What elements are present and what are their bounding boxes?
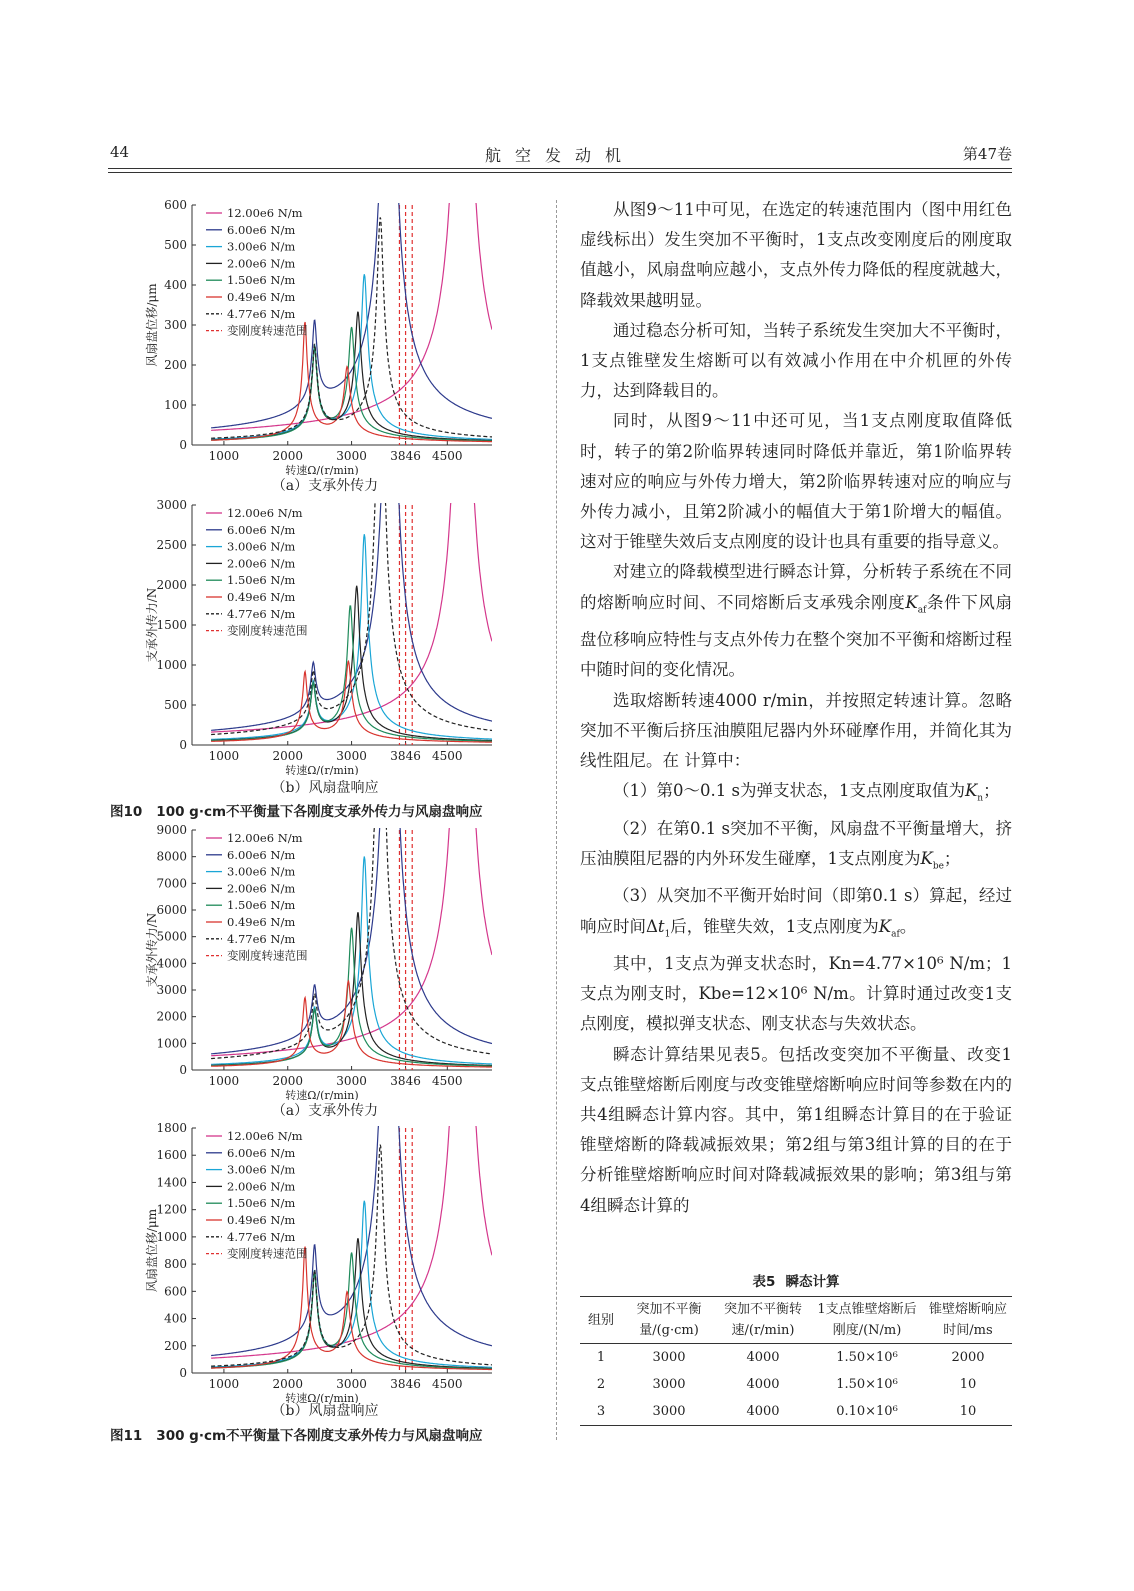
p8-subscript-k: af [891, 928, 900, 939]
y-tick-label: 200 [164, 1338, 187, 1353]
y-tick-label: 3000 [156, 983, 187, 997]
y-tick-label: 1500 [156, 618, 187, 632]
fig10-caption-text: 100 g·cm不平衡量下各刚度支承外传力与风扇盘响应 [156, 804, 483, 820]
table-cell: 4000 [746, 1404, 780, 1419]
p6-text-a: （1）第0～0.1 s为弹支状态，1支点刚度取值为 [613, 781, 965, 801]
x-axis-label: 转速Ω/(r/min) [285, 464, 359, 475]
table5-caption [580, 1270, 1012, 1290]
x-tick-label: 3846 [390, 1074, 421, 1088]
table5-header-row [580, 1297, 1012, 1344]
y-tick-label: 400 [164, 1311, 187, 1326]
y-tick-label: 7000 [156, 876, 187, 891]
y-tick-label: 8000 [156, 849, 187, 864]
legend-label: 0.49e6 N/m [227, 590, 296, 604]
table-cell: 3000 [652, 1404, 686, 1419]
table5-header-cell: 组别 [580, 1297, 622, 1344]
legend-label: 0.49e6 N/m [227, 1213, 296, 1227]
page-number: 44 [110, 143, 130, 161]
x-axis-label: 转速Ω/(r/min) [285, 764, 359, 775]
legend-label: 4.77e6 N/m [227, 606, 296, 621]
legend-label: 12.00e6 N/m [227, 1129, 303, 1143]
y-tick-label: 400 [164, 278, 187, 292]
y-tick-label: 5000 [156, 929, 187, 944]
x-tick-label: 1000 [208, 1074, 240, 1088]
p8-symbol-k: K [878, 916, 892, 936]
paragraph-10: 瞬态计算结果见表5。包括改变突加不平衡量、改变1支点锥壁熔断后刚度与改变锥壁熔断响应时间等参数在内的共4组瞬态计算内容。其中，第1组瞬态计算目的在于验证锥壁熔断的降载减振效果；第2组与第3组计算的目的在于分析锥壁熔断响应时间对降载减振效果的影响；第3组与第4组瞬态计算的 [580, 1044, 1012, 1215]
paragraph-8 [580, 881, 1012, 949]
table-cell: 4000 [746, 1377, 780, 1392]
series-line [211, 1247, 492, 1370]
p4-subscript: af [917, 604, 927, 615]
series-line [211, 1253, 492, 1369]
legend-label: 6.00e6 N/m [227, 522, 296, 537]
p8-subscript-t: 1 [664, 928, 671, 939]
x-tick-label: 3000 [336, 449, 367, 463]
fig11-number: 图11 [110, 1428, 143, 1444]
fig10-subcaption-a: （a）支承外传力 [271, 478, 379, 494]
y-tick-label: 1000 [156, 658, 187, 672]
volume-label: 第47卷 [962, 145, 1012, 163]
x-tick-label: 1000 [208, 449, 240, 463]
legend-label: 4.77e6 N/m [227, 931, 296, 946]
y-tick-label: 2000 [156, 1009, 187, 1024]
table-cell: 10 [959, 1404, 977, 1419]
table-cell: 0.10×10⁶ [836, 1404, 898, 1419]
x-tick-label: 1000 [208, 749, 240, 763]
table5-header-cell: 突加不平衡量/(g·cm) [622, 1297, 716, 1344]
y-tick-label: 200 [164, 358, 187, 372]
x-tick-label: 4500 [432, 449, 463, 463]
y-tick-label: 3000 [156, 498, 187, 512]
body-text [580, 195, 1012, 1221]
fig10-number: 图10 [110, 804, 143, 820]
table-cell: 3 [596, 1404, 606, 1419]
y-tick-label: 4000 [156, 956, 187, 971]
x-tick-label: 3000 [336, 1074, 367, 1088]
p4-symbol: K [905, 592, 918, 612]
paragraph-6 [580, 776, 1012, 814]
table-row [580, 1344, 1012, 1372]
legend-label: 0.49e6 N/m [227, 915, 296, 929]
p7-subscript: be [932, 861, 944, 872]
y-tick-label: 1600 [156, 1148, 187, 1163]
x-tick-label: 4500 [432, 1377, 463, 1391]
y-tick-label: 800 [164, 1257, 187, 1272]
table5-number: 表5 [752, 1274, 776, 1290]
x-tick-label: 3846 [390, 1377, 421, 1391]
y-tick-label: 500 [164, 238, 187, 252]
p7-symbol: K [920, 848, 933, 868]
table5-header-cell: 锥壁熔断响应时间/ms [924, 1297, 1012, 1344]
p8-text-b: 后，锥壁失效，1支点刚度为 [670, 916, 879, 936]
x-tick-label: 3000 [336, 749, 367, 763]
table5-header-cell: 1支点锥壁熔断后刚度/(N/m) [810, 1297, 924, 1344]
y-tick-label: 500 [164, 698, 187, 712]
fig11-subcaption-a: （a）支承外传力 [271, 1103, 379, 1119]
legend-label: 1.50e6 N/m [227, 898, 296, 913]
legend-label: 3.00e6 N/m [227, 539, 296, 554]
paragraph-2: 通过稳态分析可知，当转子系统发生突加大不平衡时，1支点锥壁发生熔断可以有效减小作用在中介机匣的外传力，达到降载目的。 [580, 320, 1012, 401]
legend-label: 12.00e6 N/m [227, 506, 303, 520]
series-line [211, 322, 492, 442]
legend-label: 变刚度转速范围 [227, 948, 308, 963]
table-cell: 1 [596, 1350, 606, 1365]
legend-label: 2.00e6 N/m [227, 1179, 296, 1194]
table-cell: 3000 [652, 1350, 686, 1365]
legend-label: 变刚度转速范围 [227, 623, 308, 638]
legend-label: 变刚度转速范围 [227, 1246, 308, 1261]
p4-text-b: 条件下风扇盘位移响应特性与支点外传力在整个突加不平衡和熔断过程中随时间的变化情况。 [580, 592, 1013, 680]
table-cell: 1.50×10⁶ [836, 1377, 898, 1392]
legend-label: 12.00e6 N/m [227, 831, 303, 845]
fig10-subcaption-b: （b）风扇盘响应 [271, 780, 379, 796]
legend-label: 3.00e6 N/m [227, 239, 296, 254]
table5-header-cell: 突加不平衡转速/(r/min) [716, 1297, 810, 1344]
legend-label: 3.00e6 N/m [227, 1162, 296, 1177]
y-tick-label: 600 [164, 1284, 187, 1299]
paragraph-4 [580, 557, 1012, 685]
legend-label: 3.00e6 N/m [227, 864, 296, 879]
table5 [580, 1296, 1012, 1426]
x-tick-label: 3846 [390, 449, 421, 463]
y-tick-label: 1400 [156, 1175, 187, 1190]
table-cell: 3000 [652, 1377, 686, 1392]
y-tick-label: 0 [179, 738, 187, 752]
legend-label: 2.00e6 N/m [227, 556, 296, 571]
table5-title: 瞬态计算 [785, 1274, 840, 1290]
p6-text-b: ； [983, 781, 1000, 801]
legend-label: 6.00e6 N/m [227, 1145, 296, 1160]
y-tick-label: 2000 [156, 578, 187, 592]
y-tick-label: 0 [179, 1366, 187, 1380]
legend-label: 2.00e6 N/m [227, 256, 296, 271]
x-tick-label: 2000 [272, 449, 304, 463]
y-tick-label: 6000 [156, 903, 187, 917]
x-tick-label: 1000 [208, 1377, 240, 1391]
table-cell: 1.50×10⁶ [836, 1350, 898, 1365]
chart-fig10a [140, 195, 500, 475]
x-tick-label: 2000 [272, 749, 304, 763]
x-tick-label: 2000 [272, 1074, 304, 1088]
fig11-caption-text: 300 g·cm不平衡量下各刚度支承外传力与风扇盘响应 [156, 1428, 483, 1444]
legend-label: 12.00e6 N/m [227, 206, 303, 220]
p6-subscript: n [977, 793, 984, 804]
p8-text-a: （3）从突加不平衡开始时间（即第0.1 s）算起，经过响应时间Δ [580, 886, 1012, 936]
header-rule [108, 168, 1012, 169]
legend-label: 0.49e6 N/m [227, 290, 296, 304]
fig11-subcaption-b: （b）风扇盘响应 [271, 1403, 379, 1419]
chart-fig11a [140, 820, 500, 1100]
header-rule-thin [108, 172, 1012, 173]
journal-title: 航空发动机 [484, 146, 635, 165]
paragraph-5: 选取熔断转速4000 r/min，并按照定转速计算。忽略突加不平衡后挤压油膜阻尼器内外环碰摩作用，并简化其为线性阻尼。在 计算中： [580, 690, 1012, 770]
legend-label: 变刚度转速范围 [227, 323, 308, 338]
legend-label: 1.50e6 N/m [227, 1196, 296, 1211]
paragraph-9: 其中，1支点为弹支状态时，Kn=4.77×10⁶ N/m；1支点为刚支时，Kbe=12×10⁶ N/m。计算时通过改变1支点刚度，模拟弹支状态、刚支状态与失效状态。 [580, 954, 1012, 1034]
x-tick-label: 3000 [336, 1377, 367, 1391]
table-row [580, 1398, 1012, 1426]
x-axis-label: 转速Ω/(r/min) [285, 1392, 359, 1403]
paragraph-3: 同时，从图9～11中还可见，当1支点刚度取值降低时，转子的第2阶临界转速同时降低并靠近，第1阶临界转速对应的响应与外传力增大，第2阶临界转速对应的响应与外传力减小，且第2阶减小的幅值大于第1阶增大的幅值。这对于锥壁失效后支点刚度的设计也具有重要的指导意义。 [580, 411, 1012, 552]
y-tick-label: 1800 [156, 1121, 187, 1135]
legend-label: 4.77e6 N/m [227, 1229, 296, 1244]
legend-label: 2.00e6 N/m [227, 881, 296, 896]
y-tick-label: 2500 [156, 538, 187, 552]
p7-text-b: ； [943, 848, 961, 868]
legend-label: 6.00e6 N/m [227, 222, 296, 237]
table-cell: 2000 [951, 1350, 985, 1365]
legend-label: 1.50e6 N/m [227, 273, 296, 288]
table-cell: 2 [596, 1377, 606, 1392]
y-tick-label: 0 [179, 438, 187, 452]
x-tick-label: 4500 [432, 1074, 463, 1088]
y-tick-label: 100 [164, 398, 187, 412]
p4-text-a: 对建立的降载模型进行瞬态计算，分析转子系统在不同的熔断响应时间、不同熔断后支承残余刚度 [580, 562, 1012, 612]
y-tick-label: 600 [164, 198, 187, 212]
y-axis-label: 风扇盘位移/μm [145, 283, 159, 367]
p7-text-a: （2）在第0.1 s突加不平衡，风扇盘不平衡量增大，挤压油膜阻尼器的内外环发生碰摩，1支点刚度为 [580, 818, 1012, 868]
x-axis-label: 转速Ω/(r/min) [285, 1089, 359, 1100]
table-cell: 4000 [746, 1350, 780, 1365]
chart-fig11b [140, 1118, 500, 1403]
p6-symbol: K [964, 781, 978, 801]
x-tick-label: 3846 [390, 749, 421, 763]
table-cell: 10 [959, 1377, 977, 1392]
legend-label: 4.77e6 N/m [227, 306, 296, 321]
running-header [108, 143, 1012, 167]
y-tick-label: 1000 [156, 1036, 187, 1051]
x-tick-label: 4500 [432, 749, 463, 763]
y-tick-label: 1200 [156, 1202, 187, 1217]
legend-label: 1.50e6 N/m [227, 573, 296, 588]
p8-symbol-t: t [657, 916, 665, 936]
chart-fig10b [140, 495, 500, 775]
y-tick-label: 300 [164, 318, 187, 332]
y-tick-label: 9000 [156, 823, 187, 837]
y-axis-label: 支承外传力/N [145, 912, 159, 988]
p8-text-c: 。 [899, 916, 917, 936]
table-row [580, 1371, 1012, 1398]
paragraph-7 [580, 814, 1012, 882]
x-tick-label: 2000 [272, 1377, 304, 1391]
y-axis-label: 风扇盘位移/μm [145, 1208, 159, 1293]
y-tick-label: 0 [179, 1063, 187, 1077]
paragraph-1: 从图9～11中可见，在选定的转速范围内（图中用红色虚线标出）发生突加不平衡时，1支点改变刚度后的刚度取值越小，风扇盘响应越小，支点外传力降低的程度就越大，降载效果越明显。 [580, 200, 1012, 310]
fig11-caption [110, 1424, 483, 1444]
y-axis-label: 支承外传力/N [145, 587, 159, 663]
column-divider [556, 200, 557, 1440]
y-tick-label: 1000 [156, 1229, 187, 1244]
fig10-caption [110, 800, 483, 820]
legend-label: 6.00e6 N/m [227, 847, 296, 862]
